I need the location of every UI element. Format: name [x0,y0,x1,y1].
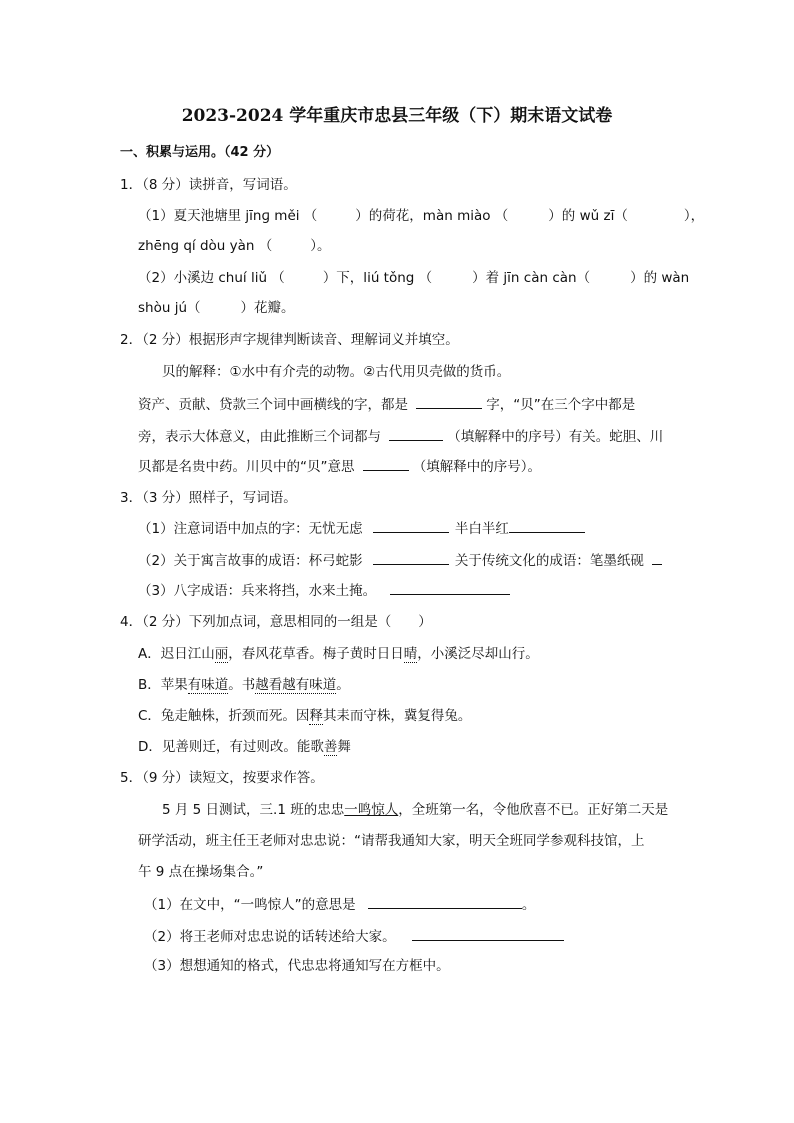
option-text: C．兔走触株，折颈而死。因 [138,708,310,724]
answer-blank[interactable] [412,926,564,941]
emphasis-dot: 善 [323,739,338,755]
passage-line-1 [162,800,668,820]
q1-text: ）着 jīn càn càn（ [472,270,591,286]
answer-blank[interactable] [389,426,443,441]
q2-text: 字，“贝”在三个字中都是 [486,397,636,413]
q5-text: （1）在文中，“一鸣惊人”的意思是 [144,897,356,913]
q1-text: ）的荷花，màn miào （ [355,208,509,224]
q2-text: 旁，表示大体意义，由此推断三个词都与 [138,429,381,445]
option-text: 。 [336,677,350,693]
q1-text: ）的 wǔ zī（ [548,208,628,224]
option-text: B．苹果 [138,677,188,693]
question-4-stem: 4．（2 分）下列加点词，意思相同的一组是（ ） [120,614,432,630]
question-2-definition: 贝的解释：①水中有介壳的动物。②古代用贝壳做的货币。 [162,364,511,380]
q2-text: （填解释中的序号）有关。蛇胆、川 [447,429,664,445]
answer-blank[interactable] [416,394,482,409]
option-text: A．迟日江山 [138,646,215,662]
q3-text: （3）八字成语：兵来将挡，水来土掩。 [138,583,377,599]
q1-text: ）的 wàn [630,270,690,286]
question-1-line-1 [138,206,704,226]
answer-blank[interactable] [368,894,522,909]
answer-blank[interactable] [652,550,662,565]
q2-text: 资产、贡献、贷款三个词中画横线的字，都是 [138,397,408,413]
emphasis-dot: 释 [309,708,323,724]
question-2-stem: 2．（2 分）根据形声字规律判断读音、理解词义并填空。 [120,332,459,348]
q3-text: 半白半红 [454,521,509,537]
option-d[interactable] [138,737,351,757]
answer-blank[interactable] [373,518,449,533]
answer-blank[interactable] [390,580,510,595]
question-3-line-1 [138,518,585,539]
underlined-phrase: 一鸣惊人 [344,802,399,818]
answer-blank[interactable] [363,456,409,471]
option-c[interactable] [138,706,471,726]
option-text: D．见善则迁，有过则改。能歌 [138,739,324,755]
emphasis-dot: 晴 [403,646,418,662]
question-1-stem: 1．（8 分）读拼音，写词语。 [120,177,297,193]
q1-text: ）。 [310,238,331,254]
option-text: ，春风花草香。梅子黄时日日 [228,646,404,662]
q2-text: 贝都是名贵中药。川贝中的“贝”意思 [138,459,355,475]
q1-text: （2）小溪边 chuí liǔ （ [138,270,285,286]
question-5-sub-3: （3）想想通知的格式，代忠忠将通知写在方框中。 [144,958,450,974]
page-title: 2023-2024 学年重庆市忠县三年级（下）期末语文试卷 [181,106,613,126]
question-3-line-2 [138,550,662,571]
option-text: 。书 [228,677,256,693]
q5-text: 。 [521,897,536,913]
passage-text: 5 月 5 日测试，三.1 班的忠忠 [162,802,345,818]
question-1-line-4 [138,298,295,318]
emphasis-dot: 越看越有味道 [255,677,337,693]
emphasis-dot: 有味道 [187,677,229,693]
q1-text: shòu jú（ [138,300,201,316]
q2-text: （填解释中的序号）。 [412,459,542,475]
question-5-sub-1 [144,894,535,915]
question-1-line-3 [138,268,689,288]
q3-text: 关于传统文化的成语：笔墨纸砚 [454,553,644,569]
question-2-line-3 [138,426,663,447]
question-3-line-3 [138,580,510,601]
q1-text: （1）夏天池塘里 jīnɡ měi （ [138,208,318,224]
question-5-stem: 5．（9 分）读短文，按要求作答。 [120,770,324,786]
q1-text: ）， [683,208,705,224]
question-3-stem: 3．（3 分）照样子，写词语。 [120,490,297,506]
q1-text: ）下，liú tǒng （ [322,270,433,286]
question-1-line-2 [138,236,331,256]
q5-text: （2）将王老师对忠忠说的话转述给大家。 [144,929,396,945]
answer-blank[interactable] [509,518,585,533]
emphasis-dot: 丽 [214,646,229,662]
option-a[interactable] [138,644,539,664]
question-5-sub-2 [144,926,564,947]
question-2-line-2 [138,394,635,415]
q1-text: ）花瓣。 [240,300,295,316]
option-text: 舞 [337,739,351,755]
answer-blank[interactable] [373,550,449,565]
passage-text: ，全班第一名，令他欣喜不已。正好第二天是 [398,802,669,818]
q3-text: （2）关于寓言故事的成语：杯弓蛇影 [138,553,363,569]
passage-line-2: 研学活动，班主任王老师对忠忠说：“请帮我通知大家，明天全班同学参观科技馆，上 [138,833,645,849]
option-b[interactable] [138,675,350,695]
q3-text: （1）注意词语中加点的字：无忧无虑 [138,521,363,537]
q1-text: zhēng qí dòu yàn （ [138,238,273,254]
question-2-line-4 [138,456,541,477]
option-text: 其耒而守株，冀复得兔。 [322,708,472,724]
option-text: ，小溪泛尽却山行。 [417,646,539,662]
section-heading: 一、积累与运用。（42 分） [120,145,280,160]
passage-line-3: 午 9 点在操场集合。” [138,864,264,880]
